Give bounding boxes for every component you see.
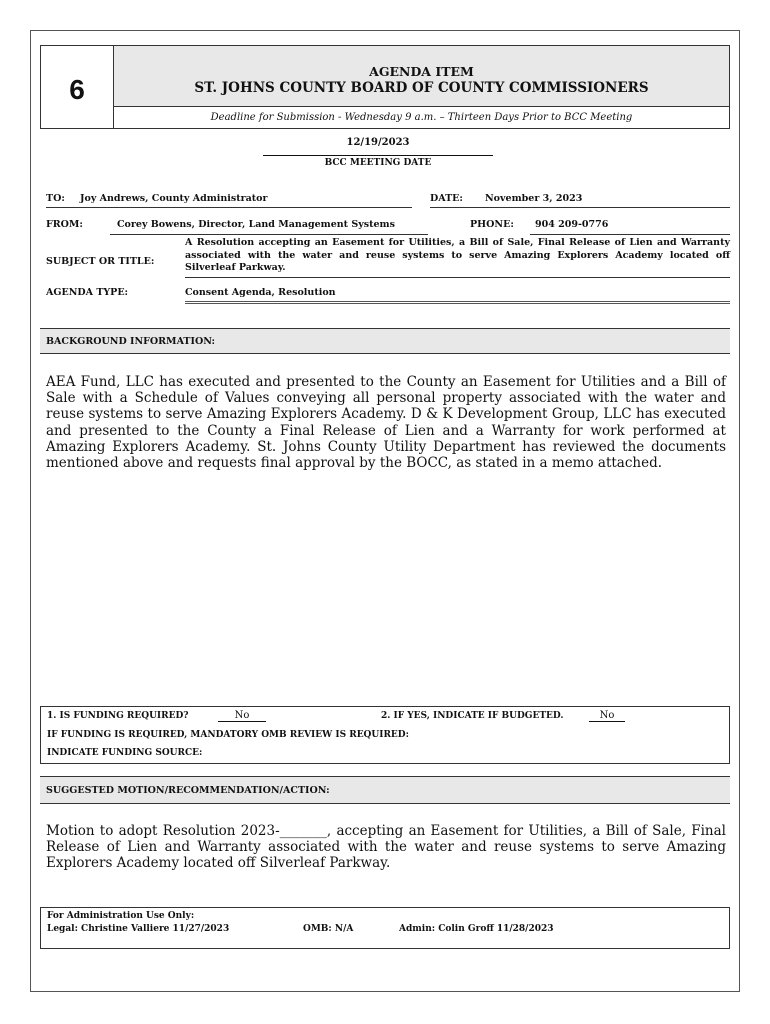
background-heading (40, 328, 730, 354)
header-title-cell (114, 46, 729, 107)
funding-budgeted-label: 2. IF YES, INDICATE IF BUDGETED. (381, 711, 564, 721)
date-rule (430, 207, 730, 208)
motion-heading-text: SUGGESTED MOTION/RECOMMENDATION/ACTION: (46, 784, 330, 796)
funding-source-label: INDICATE FUNDING SOURCE: (47, 748, 203, 758)
date-label: DATE: (430, 193, 463, 204)
meeting-date-label: BCC MEETING DATE (324, 158, 432, 168)
from-value: Corey Bowens, Director, Land Management Systems (117, 219, 395, 230)
phone-label: PHONE: (470, 219, 514, 230)
header-title-line1: AGENDA ITEM (369, 64, 474, 79)
funding-box (40, 706, 730, 764)
from-rule (110, 234, 428, 235)
subject-rule (185, 277, 730, 278)
motion-text: Motion to adopt Resolution 2023-_______, accepting an Easement for Utilities, a Bill of Sale, Final Release of Lien and Warranty associated with the water and reuse systems to serve Amazing Explorers Academy located off Silverleaf Parkway. (46, 823, 726, 872)
phone-value: 904 209-0776 (535, 219, 609, 230)
submission-deadline: Deadline for Submission - Wednesday 9 a.m. – Thirteen Days Prior to BCC Meeting (210, 112, 633, 123)
agenda-type-rule (185, 301, 730, 304)
subject-value: A Resolution accepting an Easement for Utilities, a Bill of Sale, Final Release of Lien and Warranty associated with the water and reuse systems to serve Amazing Explorers Academy located off Silverleaf Parkway. (185, 237, 730, 273)
admin-box (40, 907, 730, 949)
background-text: AEA Fund, LLC has executed and presented to the County an Easement for Utilities and a Bill of Sale with a Schedule of Values conveying all personal property associated with the water and reuse systems to serve Amazing Explorers Academy. D & K Development Group, LLC has executed and presented to the County a Final Release of Lien and a Warranty for work performed at Amazing Explorers Academy. St. Johns County Utility Department has reviewed the documents mentioned above and requests final approval by the BOCC, as stated in a memo attached. (46, 374, 726, 472)
agenda-header (40, 45, 730, 129)
from-label: FROM: (46, 219, 83, 230)
funding-budgeted-answer: No (589, 710, 625, 722)
phone-rule (530, 234, 730, 235)
meeting-date-rule (263, 155, 493, 156)
funding-required-answer: No (218, 710, 266, 722)
header-title-line2: ST. JOHNS COUNTY BOARD OF COUNTY COMMISSIONERS (194, 80, 649, 96)
admin-signoff: Admin: Colin Groff 11/28/2023 (399, 924, 554, 934)
to-rule (46, 207, 412, 208)
legal-signoff: Legal: Christine Valliere 11/27/2023 (47, 924, 230, 934)
to-value: Joy Andrews, County Administrator (80, 193, 268, 204)
admin-heading: For Administration Use Only: (47, 911, 195, 921)
agenda-type-value: Consent Agenda, Resolution (185, 287, 336, 298)
omb-signoff: OMB: N/A (303, 924, 354, 934)
subject-label: SUBJECT OR TITLE: (46, 256, 155, 267)
date-value: November 3, 2023 (485, 193, 583, 204)
motion-heading (40, 776, 730, 804)
agenda-item-number: 6 (41, 46, 114, 128)
omb-review-note: IF FUNDING IS REQUIRED, MANDATORY OMB REVIEW IS REQUIRED: (47, 730, 409, 740)
to-label: TO: (46, 193, 65, 204)
funding-required-label: 1. IS FUNDING REQUIRED? (47, 711, 189, 721)
background-heading-text: BACKGROUND INFORMATION: (46, 335, 216, 347)
meeting-date: 12/19/2023 (346, 137, 410, 148)
agenda-type-label: AGENDA TYPE: (46, 287, 129, 298)
